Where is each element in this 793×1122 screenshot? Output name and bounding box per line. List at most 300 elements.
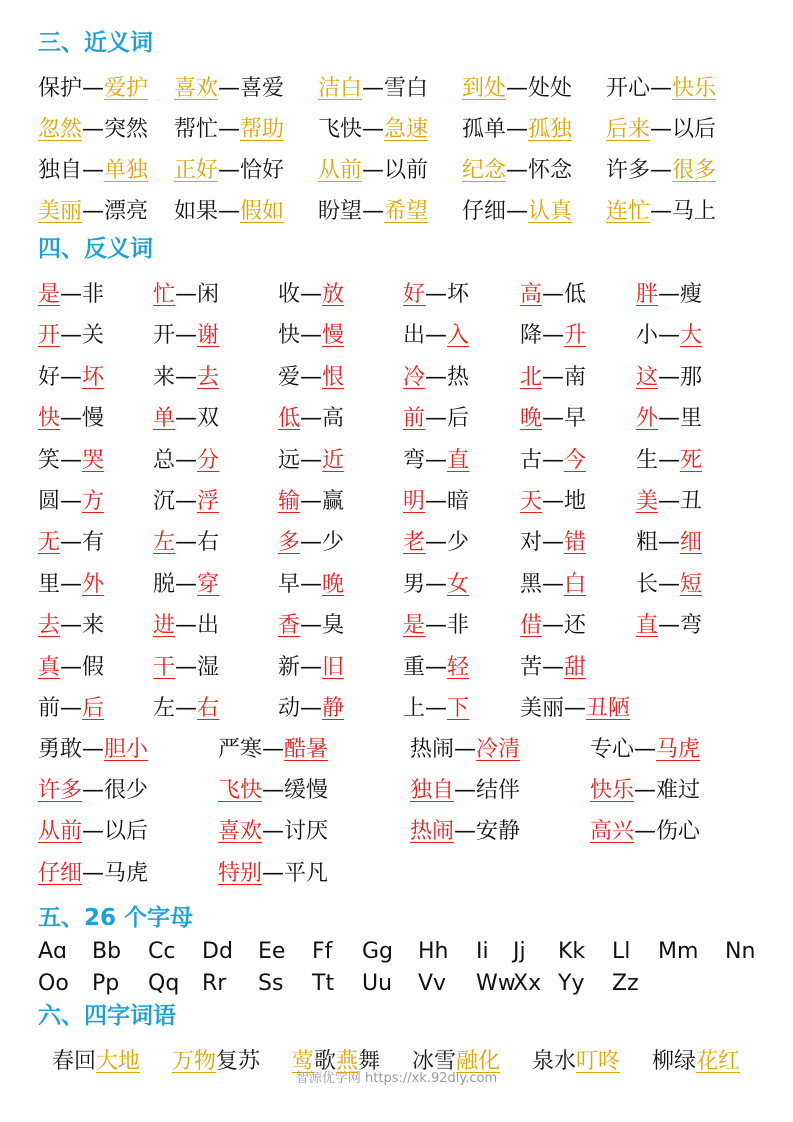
word-pair bbox=[38, 154, 148, 188]
word-text: —怀念 bbox=[506, 158, 573, 183]
highlighted-word: 低 bbox=[278, 406, 301, 431]
word-text: —平凡 bbox=[262, 861, 329, 886]
highlighted-word: 去 bbox=[38, 613, 61, 638]
word-text: 歌 bbox=[314, 1049, 337, 1074]
word-text: 动— bbox=[278, 696, 323, 721]
word-text: —瘦 bbox=[658, 282, 703, 307]
highlighted-word: 美丽 bbox=[38, 199, 83, 224]
word-text: 如果— bbox=[174, 199, 241, 224]
word-pair bbox=[278, 402, 344, 436]
word-pair bbox=[218, 774, 328, 808]
word-pair bbox=[278, 485, 344, 519]
word-text: 出— bbox=[403, 323, 448, 348]
alphabet-heading: 五、26 个字母 bbox=[38, 905, 194, 931]
word-pair bbox=[153, 361, 219, 395]
highlighted-word: 方 bbox=[82, 489, 105, 514]
highlighted-word: 万物 bbox=[172, 1049, 217, 1074]
word-text: 生— bbox=[636, 448, 681, 473]
letter-pair: Kk bbox=[558, 939, 586, 964]
letter-pair: Nn bbox=[725, 939, 756, 964]
letter-pair: Hh bbox=[418, 939, 449, 964]
highlighted-word: 高兴 bbox=[590, 819, 635, 844]
word-text: —马上 bbox=[650, 199, 717, 224]
word-pair bbox=[403, 526, 469, 560]
word-text: 舞 bbox=[358, 1049, 381, 1074]
highlighted-word: 胖 bbox=[636, 282, 659, 307]
highlighted-word: 融化 bbox=[456, 1049, 501, 1074]
word-text: 里— bbox=[38, 572, 83, 597]
letter-pair: Dd bbox=[202, 939, 233, 964]
word-text: 开— bbox=[153, 323, 198, 348]
highlighted-word: 旧 bbox=[322, 655, 345, 680]
word-pair bbox=[153, 651, 219, 685]
word-pair bbox=[38, 733, 148, 767]
word-pair bbox=[590, 815, 700, 849]
word-text: —热 bbox=[425, 365, 470, 390]
word-pair bbox=[520, 692, 630, 726]
letter-pair: Ii bbox=[476, 939, 489, 964]
word-text: 来— bbox=[153, 365, 198, 390]
word-text: 古— bbox=[520, 448, 565, 473]
highlighted-word: 外 bbox=[636, 406, 659, 431]
word-text: —非 bbox=[425, 613, 470, 638]
word-text: —暗 bbox=[425, 489, 470, 514]
word-pair bbox=[403, 485, 469, 519]
word-pair bbox=[153, 278, 219, 312]
word-pair bbox=[520, 444, 586, 478]
highlighted-word: 细 bbox=[680, 530, 703, 555]
word-text: —右 bbox=[175, 530, 220, 555]
word-pair bbox=[636, 609, 702, 643]
highlighted-word: 北 bbox=[520, 365, 543, 390]
highlighted-word: 从前 bbox=[38, 819, 83, 844]
word-text: —缓慢 bbox=[262, 778, 329, 803]
word-pair bbox=[403, 692, 469, 726]
highlighted-word: 穿 bbox=[197, 572, 220, 597]
highlighted-word: 浮 bbox=[197, 489, 220, 514]
letter-pair: Zz bbox=[612, 971, 639, 996]
highlighted-word: 轻 bbox=[447, 655, 470, 680]
word-pair bbox=[278, 692, 344, 726]
word-pair bbox=[590, 733, 700, 767]
word-text: —喜爱 bbox=[218, 76, 285, 101]
word-pair bbox=[636, 444, 702, 478]
word-pair bbox=[38, 692, 104, 726]
word-pair bbox=[153, 319, 219, 353]
highlighted-word: 恨 bbox=[322, 365, 345, 390]
highlighted-word: 单 bbox=[153, 406, 176, 431]
highlighted-word: 美 bbox=[636, 489, 659, 514]
letter-pair: Pp bbox=[92, 971, 120, 996]
word-text: 笑— bbox=[38, 448, 83, 473]
highlighted-word: 升 bbox=[564, 323, 587, 348]
word-pair bbox=[174, 154, 284, 188]
word-text: —结伴 bbox=[454, 778, 521, 803]
word-pair bbox=[636, 526, 702, 560]
letter-pair: Xx bbox=[513, 971, 542, 996]
word-text: 男— bbox=[403, 572, 448, 597]
word-text: 柳绿 bbox=[652, 1049, 697, 1074]
highlighted-word: 喜欢 bbox=[218, 819, 263, 844]
highlighted-word: 左 bbox=[153, 530, 176, 555]
highlighted-word: 帮助 bbox=[240, 117, 285, 142]
highlighted-word: 干 bbox=[153, 655, 176, 680]
word-text: 爱— bbox=[278, 365, 323, 390]
word-pair bbox=[403, 609, 469, 643]
highlighted-word: 无 bbox=[38, 530, 61, 555]
word-pair bbox=[403, 402, 469, 436]
word-text: —闲 bbox=[175, 282, 220, 307]
word-text: —恰好 bbox=[218, 158, 285, 183]
word-text: —早 bbox=[542, 406, 587, 431]
word-pair bbox=[636, 402, 702, 436]
highlighted-word: 晚 bbox=[322, 572, 345, 597]
word-text: —雪白 bbox=[362, 76, 429, 101]
highlighted-word: 喜欢 bbox=[174, 76, 219, 101]
word-pair bbox=[318, 113, 428, 147]
word-text: —来 bbox=[60, 613, 105, 638]
highlighted-word: 希望 bbox=[384, 199, 429, 224]
word-text: 新— bbox=[278, 655, 323, 680]
word-pair bbox=[403, 651, 469, 685]
word-pair bbox=[38, 857, 148, 891]
highlighted-word: 洁白 bbox=[318, 76, 363, 101]
highlighted-word: 去 bbox=[197, 365, 220, 390]
letter-pair: Ww bbox=[476, 971, 516, 996]
word-pair bbox=[403, 278, 469, 312]
word-text: 收— bbox=[278, 282, 323, 307]
highlighted-word: 莺 bbox=[292, 1049, 315, 1074]
word-pair bbox=[462, 154, 572, 188]
highlighted-word: 入 bbox=[447, 323, 470, 348]
word-text: —臭 bbox=[300, 613, 345, 638]
highlighted-word: 多 bbox=[278, 530, 301, 555]
word-pair bbox=[462, 72, 572, 106]
word-text: —慢 bbox=[60, 406, 105, 431]
letter-pair: Rr bbox=[202, 971, 227, 996]
highlighted-word: 冷清 bbox=[476, 737, 521, 762]
letter-pair: Ff bbox=[312, 939, 333, 964]
highlighted-word: 特别 bbox=[218, 861, 263, 886]
letter-pair: Tt bbox=[312, 971, 335, 996]
highlighted-word: 认真 bbox=[528, 199, 573, 224]
highlighted-word: 短 bbox=[680, 572, 703, 597]
word-text: 专心— bbox=[590, 737, 657, 762]
highlighted-word: 开 bbox=[38, 323, 61, 348]
word-pair bbox=[462, 113, 572, 147]
word-pair bbox=[38, 319, 104, 353]
word-text: 沉— bbox=[153, 489, 198, 514]
word-pair bbox=[38, 526, 104, 560]
word-pair bbox=[606, 154, 716, 188]
letter-pair: Ss bbox=[258, 971, 284, 996]
word-pair bbox=[278, 319, 344, 353]
word-pair bbox=[174, 72, 284, 106]
word-text: —还 bbox=[542, 613, 587, 638]
word-pair bbox=[38, 72, 148, 106]
word-pair bbox=[153, 485, 219, 519]
word-text: 上— bbox=[403, 696, 448, 721]
letter-pair: Vv bbox=[418, 971, 447, 996]
word-pair bbox=[38, 113, 148, 147]
word-text: —后 bbox=[425, 406, 470, 431]
letter-pair: Ll bbox=[612, 939, 631, 964]
word-pair bbox=[636, 568, 702, 602]
word-text: 前— bbox=[38, 696, 83, 721]
highlighted-word: 孤独 bbox=[528, 117, 573, 142]
word-pair bbox=[636, 361, 702, 395]
word-text: —弯 bbox=[658, 613, 703, 638]
word-pair bbox=[153, 692, 219, 726]
word-text: 脱— bbox=[153, 572, 198, 597]
highlighted-word: 错 bbox=[564, 530, 587, 555]
word-pair bbox=[278, 278, 344, 312]
word-pair bbox=[218, 733, 328, 767]
highlighted-word: 死 bbox=[680, 448, 703, 473]
highlighted-word: 这 bbox=[636, 365, 659, 390]
word-text: 长— bbox=[636, 572, 681, 597]
word-text: 保护— bbox=[38, 76, 105, 101]
highlighted-word: 假如 bbox=[240, 199, 285, 224]
highlighted-word: 天 bbox=[520, 489, 543, 514]
word-text: —低 bbox=[542, 282, 587, 307]
letter-pair: Cc bbox=[148, 939, 176, 964]
word-text: —关 bbox=[60, 323, 105, 348]
word-text: 盼望— bbox=[318, 199, 385, 224]
highlighted-word: 飞快 bbox=[218, 778, 263, 803]
word-pair bbox=[218, 815, 328, 849]
word-text: 圆— bbox=[38, 489, 83, 514]
letter-pair: Yy bbox=[558, 971, 585, 996]
word-text: 泉水 bbox=[532, 1049, 577, 1074]
highlighted-word: 连忙 bbox=[606, 199, 651, 224]
word-pair bbox=[153, 609, 219, 643]
highlighted-word: 哭 bbox=[82, 448, 105, 473]
word-text: 复苏 bbox=[216, 1049, 261, 1074]
word-text: 降— bbox=[520, 323, 565, 348]
word-pair bbox=[318, 154, 428, 188]
highlighted-word: 进 bbox=[153, 613, 176, 638]
highlighted-word: 外 bbox=[82, 572, 105, 597]
word-pair bbox=[38, 195, 148, 229]
highlighted-word: 许多 bbox=[38, 778, 83, 803]
highlighted-word: 仔细 bbox=[38, 861, 83, 886]
word-pair bbox=[410, 815, 520, 849]
word-pair bbox=[520, 526, 586, 560]
word-text: 春回 bbox=[52, 1049, 97, 1074]
word-pair bbox=[38, 568, 104, 602]
word-pair bbox=[318, 72, 428, 106]
word-pair bbox=[218, 857, 328, 891]
word-text: 严寒— bbox=[218, 737, 285, 762]
highlighted-word: 从前 bbox=[318, 158, 363, 183]
highlighted-word: 是 bbox=[403, 613, 426, 638]
word-pair bbox=[174, 113, 284, 147]
word-pair bbox=[38, 402, 104, 436]
highlighted-word: 花红 bbox=[696, 1049, 741, 1074]
word-text: —南 bbox=[542, 365, 587, 390]
word-pair bbox=[520, 568, 586, 602]
word-text: 对— bbox=[520, 530, 565, 555]
word-text: 独自— bbox=[38, 158, 105, 183]
highlighted-word: 后 bbox=[82, 696, 105, 721]
word-text: 重— bbox=[403, 655, 448, 680]
word-pair bbox=[38, 361, 104, 395]
highlighted-word: 直 bbox=[447, 448, 470, 473]
word-text: 小— bbox=[636, 323, 681, 348]
word-text: —有 bbox=[60, 530, 105, 555]
letter-pair: Oo bbox=[38, 971, 69, 996]
word-pair bbox=[590, 774, 700, 808]
word-pair bbox=[38, 651, 104, 685]
word-pair bbox=[636, 319, 702, 353]
word-text: 飞快— bbox=[318, 117, 385, 142]
highlighted-word: 酷暑 bbox=[284, 737, 329, 762]
word-text: —安静 bbox=[454, 819, 521, 844]
word-text: —湿 bbox=[175, 655, 220, 680]
word-pair bbox=[520, 361, 586, 395]
highlighted-word: 马虎 bbox=[656, 737, 701, 762]
word-pair bbox=[153, 402, 219, 436]
word-text: 孤单— bbox=[462, 117, 529, 142]
letter-pair: Qq bbox=[148, 971, 180, 996]
word-text: 远— bbox=[278, 448, 323, 473]
highlighted-word: 很多 bbox=[672, 158, 717, 183]
letter-pair: Ee bbox=[258, 939, 286, 964]
word-pair bbox=[38, 815, 148, 849]
footer-watermark: 智源优学网 https://xk.92dly.com bbox=[295, 1071, 498, 1086]
highlighted-word: 叮咚 bbox=[576, 1049, 621, 1074]
highlighted-word: 丑陋 bbox=[586, 696, 631, 721]
highlighted-word: 慢 bbox=[322, 323, 345, 348]
word-pair bbox=[38, 609, 104, 643]
idioms-heading: 六、四字词语 bbox=[38, 1003, 176, 1029]
word-pair bbox=[410, 774, 520, 808]
word-text: —少 bbox=[300, 530, 345, 555]
word-pair bbox=[520, 651, 586, 685]
word-pair bbox=[278, 609, 344, 643]
word-pair bbox=[636, 278, 702, 312]
highlighted-word: 是 bbox=[38, 282, 61, 307]
word-pair bbox=[403, 319, 469, 353]
letter-pair: Bb bbox=[92, 939, 122, 964]
word-text: —双 bbox=[175, 406, 220, 431]
word-text: —里 bbox=[658, 406, 703, 431]
word-text: —高 bbox=[300, 406, 345, 431]
word-pair bbox=[403, 568, 469, 602]
highlighted-word: 女 bbox=[447, 572, 470, 597]
word-text: —处处 bbox=[506, 76, 573, 101]
highlighted-word: 明 bbox=[403, 489, 426, 514]
highlighted-word: 借 bbox=[520, 613, 543, 638]
word-pair bbox=[278, 651, 344, 685]
word-text: —漂亮 bbox=[82, 199, 149, 224]
highlighted-word: 右 bbox=[197, 696, 220, 721]
letter-pair: Jj bbox=[513, 939, 526, 964]
highlighted-word: 直 bbox=[636, 613, 659, 638]
highlighted-word: 放 bbox=[322, 282, 345, 307]
highlighted-word: 晚 bbox=[520, 406, 543, 431]
word-text: 热闹— bbox=[410, 737, 477, 762]
word-text: 早— bbox=[278, 572, 323, 597]
highlighted-word: 单独 bbox=[104, 158, 149, 183]
highlighted-word: 输 bbox=[278, 489, 301, 514]
highlighted-word: 坏 bbox=[82, 365, 105, 390]
word-pair bbox=[278, 361, 344, 395]
word-text: 苦— bbox=[520, 655, 565, 680]
synonyms-heading: 三、近义词 bbox=[38, 30, 153, 56]
word-pair bbox=[606, 72, 716, 106]
word-pair bbox=[153, 568, 219, 602]
word-text: 弯— bbox=[403, 448, 448, 473]
word-pair bbox=[38, 444, 104, 478]
word-text: 冰雪 bbox=[412, 1049, 457, 1074]
word-text: —讨厌 bbox=[262, 819, 329, 844]
word-text: —难过 bbox=[634, 778, 701, 803]
word-pair bbox=[278, 568, 344, 602]
word-pair bbox=[318, 195, 428, 229]
word-text: —假 bbox=[60, 655, 105, 680]
highlighted-word: 今 bbox=[564, 448, 587, 473]
word-text: 黑— bbox=[520, 572, 565, 597]
word-text: 好— bbox=[38, 365, 83, 390]
word-pair bbox=[38, 278, 104, 312]
highlighted-word: 胆小 bbox=[104, 737, 149, 762]
word-pair bbox=[520, 609, 586, 643]
word-text: 开心— bbox=[606, 76, 673, 101]
word-pair bbox=[636, 485, 702, 519]
highlighted-word: 白 bbox=[564, 572, 587, 597]
highlighted-word: 急速 bbox=[384, 117, 429, 142]
highlighted-word: 静 bbox=[322, 696, 345, 721]
letter-pair: Uu bbox=[362, 971, 393, 996]
highlighted-word: 冷 bbox=[403, 365, 426, 390]
word-text: —那 bbox=[658, 365, 703, 390]
word-text: 许多— bbox=[606, 158, 673, 183]
word-text: 总— bbox=[153, 448, 198, 473]
word-pair bbox=[38, 485, 104, 519]
word-pair bbox=[606, 195, 716, 229]
word-text: —出 bbox=[175, 613, 220, 638]
highlighted-word: 前 bbox=[403, 406, 426, 431]
word-pair bbox=[462, 195, 572, 229]
word-pair bbox=[278, 444, 344, 478]
word-text: —以前 bbox=[362, 158, 429, 183]
word-text: —少 bbox=[425, 530, 470, 555]
word-pair bbox=[520, 319, 586, 353]
highlighted-word: 后来 bbox=[606, 117, 651, 142]
word-text: 快— bbox=[278, 323, 323, 348]
highlighted-word: 分 bbox=[197, 448, 220, 473]
highlighted-word: 快乐 bbox=[590, 778, 635, 803]
word-pair bbox=[520, 485, 586, 519]
highlighted-word: 忙 bbox=[153, 282, 176, 307]
word-text: 勇敢— bbox=[38, 737, 105, 762]
word-pair bbox=[38, 774, 148, 808]
highlighted-word: 真 bbox=[38, 655, 61, 680]
letter-pair: Mm bbox=[658, 939, 699, 964]
highlighted-word: 热闹 bbox=[410, 819, 455, 844]
letter-pair: Aɑ bbox=[38, 939, 68, 964]
word-text: —地 bbox=[542, 489, 587, 514]
word-text: —赢 bbox=[300, 489, 345, 514]
highlighted-word: 谢 bbox=[197, 323, 220, 348]
word-pair bbox=[520, 278, 586, 312]
word-text: —丑 bbox=[658, 489, 703, 514]
word-text: 美丽— bbox=[520, 696, 587, 721]
highlighted-word: 香 bbox=[278, 613, 301, 638]
highlighted-word: 快 bbox=[38, 406, 61, 431]
